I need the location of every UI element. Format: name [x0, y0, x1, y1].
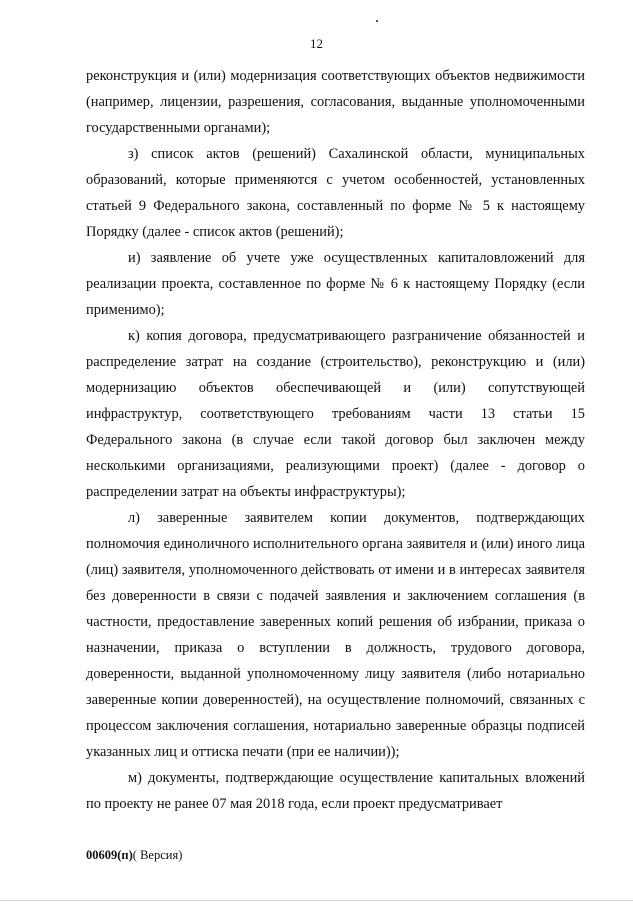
scan-speck — [376, 20, 378, 22]
document-code: 00609(п) — [86, 848, 133, 862]
paragraph-item-i: и) заявление об учете уже осуществленных капиталовложений для реализации проекта, составленное по форме № 6 к настоящему Порядку (если применимо); — [86, 250, 585, 318]
page-number: 12 — [310, 36, 323, 51]
paragraph-item-k: к) копия договора, предусматривающего разграничение обязанностей и распределение затрат на создание (строительство), реконструкцию и (или) модернизацию объектов обеспечивающей и (или) сопутствующей инфраструктур, соответствующего требованиям части 13 статьи 15 Федерального закона (в случае если такой договор был заключен между несколькими организациями, реализующими проект) (далее - договор о распределении затрат на объекты инфраструктуры); — [86, 328, 585, 500]
paragraph-item-l: л) заверенные заявителем копии документов, подтверждающих полномочия единоличного исполнительного органа заявителя и (или) иного лица (лиц) заявителя, уполномоченного действовать от имени и в интересах заявителя без доверенности в связи с подачей заявления и заключением соглашения (в частности, предоставление заверенных копий решения об избрании, приказа о назначении, приказа о вступлении в должность, трудового договора, доверенности, выданной уполномоченному лицу заявителя (либо нотариально заверенные копии доверенностей), на осуществление полномочий, связанных с процессом заключения соглашения, нотариально заверенные образцы подписей указанных лиц и оттиска печати (при ее наличии)); — [86, 510, 585, 760]
document-footer — [86, 848, 182, 863]
document-version: ( Версия) — [132, 848, 183, 862]
paragraph-continuation: реконструкция и (или) модернизация соответствующих объектов недвижимости (например, лицензии, разрешения, согласования, выданные уполномоченными государственными органами); — [86, 68, 585, 136]
document-body — [86, 63, 585, 817]
paragraph-item-z: з) список актов (решений) Сахалинской области, муниципальных образований, которые применяются с учетом особенностей, установленных статьей 9 Федерального закона, составленный по форме № 5 к настоящему Порядку (далее - список актов (решений); — [86, 146, 585, 240]
paragraph-item-m: м) документы, подтверждающие осуществление капитальных вложений по проекту не ранее 07 мая 2018 года, если проект предусматривает — [86, 770, 585, 812]
scan-bottom-edge — [0, 900, 633, 901]
